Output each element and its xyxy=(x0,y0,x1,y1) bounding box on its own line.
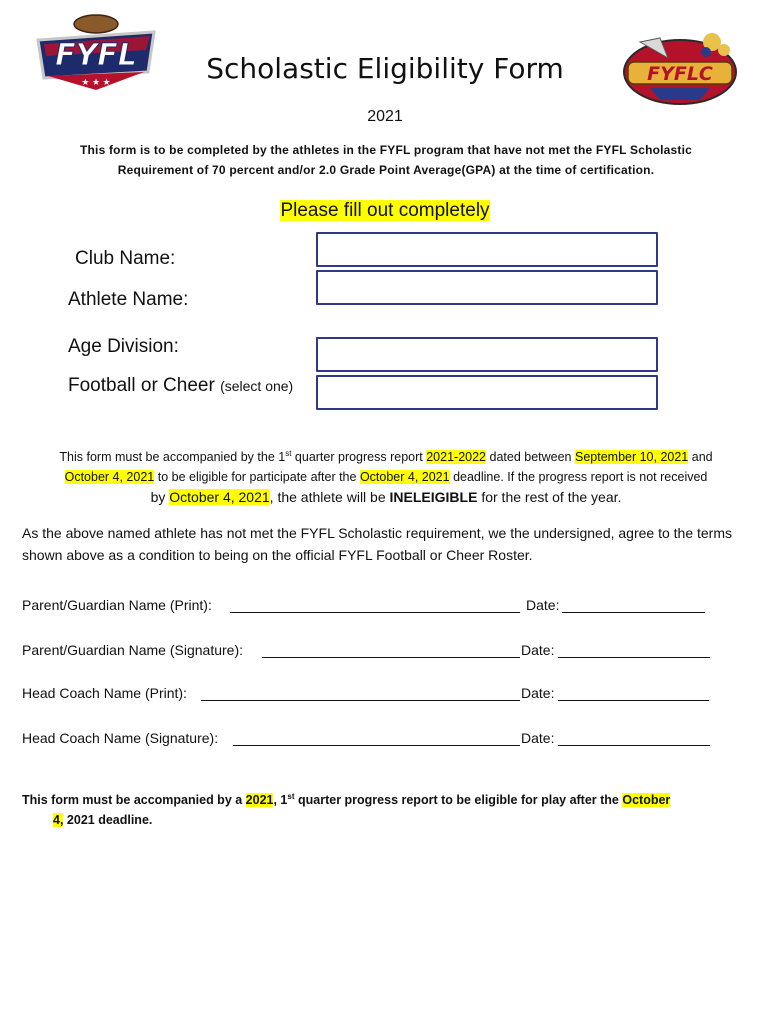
form-year: 2021 xyxy=(367,108,403,125)
notice-text: to be eligible for participate after the xyxy=(154,470,360,485)
footer-sup: st xyxy=(287,792,295,801)
parent-print-date-label: Date: xyxy=(526,597,560,613)
intro-line-2: Requirement of 70 percent and/or 2.0 Grade Point Average(GPA) at the time of certification. xyxy=(117,163,655,177)
football-or-cheer-text: Football or Cheer xyxy=(68,375,215,396)
parent-signature-date-line[interactable] xyxy=(558,657,710,658)
notice-highlight: October 4, 2021 xyxy=(359,470,450,485)
coach-print-date-label: Date: xyxy=(521,685,555,701)
age-division-field[interactable] xyxy=(316,337,658,372)
club-name-field[interactable] xyxy=(316,232,658,267)
parent-print-date-line[interactable] xyxy=(562,612,705,613)
notice-text: by xyxy=(150,489,170,506)
svg-text:★ ★ ★: ★ ★ ★ xyxy=(81,77,111,87)
notice-highlight: October 4, 2021 xyxy=(169,489,270,506)
notice-sup: st xyxy=(285,449,292,458)
svg-text:FYFLC: FYFLC xyxy=(647,63,713,85)
coach-print-line[interactable] xyxy=(201,700,520,701)
parent-print-label: Parent/Guardian Name (Print): xyxy=(22,597,212,613)
parent-signature-label: Parent/Guardian Name (Signature): xyxy=(22,642,243,658)
coach-signature-line[interactable] xyxy=(233,745,520,746)
parent-print-line[interactable] xyxy=(230,612,520,613)
intro-line-1: This form is to be completed by the athletes in the FYFL program that have not met the FYFL Scholastic xyxy=(79,143,693,157)
coach-print-label: Head Coach Name (Print): xyxy=(22,685,187,701)
notice-text: This form must be accompanied by the 1 xyxy=(59,450,286,465)
parent-signature-line[interactable] xyxy=(262,657,520,658)
coach-print-date-line[interactable] xyxy=(558,700,709,701)
coach-signature-date-line[interactable] xyxy=(558,745,710,746)
form-title: Scholastic Eligibility Form xyxy=(206,52,564,85)
athlete-name-label: Athlete Name: xyxy=(68,289,189,310)
footer-notice xyxy=(22,787,752,830)
footer-text: 2021 deadline. xyxy=(63,813,153,828)
notice-text: dated between xyxy=(486,450,575,465)
ineligible-text: INELEIGIBLE xyxy=(389,489,478,506)
notice-text: quarter progress report xyxy=(291,450,427,465)
footer-highlight: 4, xyxy=(53,813,64,828)
club-name-label: Club Name: xyxy=(75,248,176,269)
notice-highlight: September 10, 2021 xyxy=(574,450,689,465)
instruction-text: Please fill out completely xyxy=(280,200,490,221)
notice-text: for the rest of the year. xyxy=(477,489,622,506)
notice-text: deadline. If the progress report is not received xyxy=(449,470,708,485)
footer-text: This form must be accompanied by a xyxy=(22,793,246,808)
parent-signature-date-label: Date: xyxy=(521,642,555,658)
notice-text: , the athlete will be xyxy=(269,489,390,506)
notice-text: and xyxy=(688,450,713,465)
notice-highlight: October 4, 2021 xyxy=(64,470,155,485)
agreement-text: As the above named athlete has not met the FYFL Scholastic requirement, we the undersigned, agree to the terms shown above as a condition to being on the official FYFL Football or Cheer Roster. xyxy=(22,525,732,563)
coach-signature-label: Head Coach Name (Signature): xyxy=(22,730,219,746)
football-or-cheer-label xyxy=(68,375,293,397)
intro-text xyxy=(30,140,742,180)
coach-signature-date-label: Date: xyxy=(521,730,555,746)
notice-highlight: 2021-2022 xyxy=(426,450,487,465)
select-one-hint: (select one) xyxy=(220,378,294,394)
footer-text: , 1 xyxy=(273,793,288,808)
footer-highlight: 2021 xyxy=(245,793,274,808)
instruction xyxy=(0,200,770,222)
age-division-label: Age Division: xyxy=(68,336,179,357)
football-or-cheer-field[interactable] xyxy=(316,375,658,410)
footer-text: quarter progress report to be eligible for play after the xyxy=(294,793,623,808)
athlete-name-field[interactable] xyxy=(316,270,658,305)
progress-report-notice xyxy=(22,444,750,508)
footer-highlight: October xyxy=(622,793,671,808)
svg-text:FYFL: FYFL xyxy=(55,38,137,73)
